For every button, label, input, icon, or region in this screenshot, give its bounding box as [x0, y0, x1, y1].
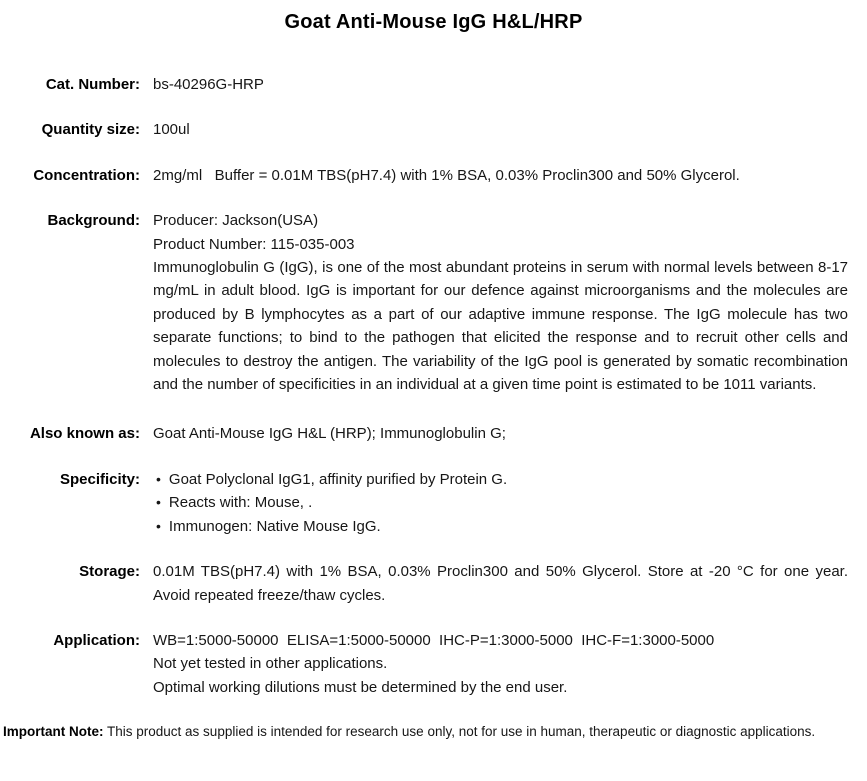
background-producer-line: Producer: Jackson(USA) [153, 212, 319, 230]
cat-number-value: bs-40296G-HRP [153, 76, 264, 93]
also-known-as-value: Goat Anti-Mouse IgG H&L (HRP); Immunoglobulin G; [153, 425, 506, 443]
bullet-icon: • [156, 517, 161, 534]
important-note-text: This product as supplied is intended for research use only, not for use in human, therapeutic or diagnostic applications. [107, 724, 816, 740]
application-note-line: Not yet tested in other applications. [153, 655, 388, 673]
specificity-value [153, 468, 848, 538]
storage-value: 0.01M TBS(pH7.4) with 1% BSA, 0.03% Proclin300 and 50% Glycerol. Store at -20 °C for one year. Avoid repeated freeze/thaw cycles. [153, 563, 848, 604]
field-specificity [0, 468, 867, 538]
concentration-label: Concentration: [33, 166, 140, 184]
specificity-label: Specificity: [59, 470, 140, 488]
quantity-size-label: Quantity size: [41, 121, 140, 139]
important-note-label: Important Note: [3, 724, 104, 740]
list-item [153, 515, 848, 538]
bullet-icon: • [156, 494, 161, 511]
list-item [153, 491, 848, 514]
application-dilutions-line: WB=1:5000-50000 ELISA=1:5000-50000 IHC-P=1:3000-5000 IHC-F=1:3000-5000 [153, 631, 715, 649]
application-optimal-line: Optimal working dilutions must be determined by the end user. [153, 678, 568, 696]
background-product-number-line: Product Number: 115-035-003 [153, 235, 355, 253]
quantity-size-value: 100ul [153, 121, 190, 139]
specificity-bullet-text: Immunogen: Native Mouse IgG. [168, 517, 381, 535]
application-value [153, 629, 848, 699]
field-also-known-as [0, 422, 867, 445]
background-paragraph: Immunoglobulin G (IgG), is one of the most abundant proteins in serum with normal levels between 8-17 mg/mL in adult blood. IgG is important for our defence against microorganisms and the molecules are produced by B lymphocytes as a part of our adaptive immune response. The IgG molecule has two separate functions; to bind to the pathogen that elicited the response and to recruit other cells and molecules to destroy the antigen. The variability of the IgG pool is generated by somatic recombination and the number of specificities in an individual at a given time point is estimated to be 1011 variants. [153, 259, 848, 394]
field-concentration [0, 164, 867, 187]
field-application [0, 629, 867, 699]
field-quantity-size [0, 118, 867, 141]
background-label: Background: [47, 212, 140, 230]
specificity-bullet-text: Reacts with: Mouse, . [168, 494, 313, 512]
page-title: Goat Anti-Mouse IgG H&L/HRP [284, 11, 583, 33]
storage-label: Storage: [79, 563, 140, 581]
specificity-bullet-text: Goat Polyclonal IgG1, affinity purified by Protein G. [168, 470, 508, 488]
field-cat-number [0, 73, 867, 96]
field-storage [0, 560, 867, 607]
datasheet-content [0, 34, 867, 741]
concentration-value: 2mg/ml Buffer = 0.01M TBS(pH7.4) with 1% BSA, 0.03% Proclin300 and 50% Glycerol. [153, 166, 740, 184]
cat-number-label: Cat. Number: [45, 76, 140, 93]
important-note [0, 723, 867, 741]
field-background [0, 209, 867, 396]
also-known-as-label: Also known as: [29, 425, 140, 443]
specificity-bullet-list [153, 468, 848, 538]
bullet-icon: • [156, 470, 161, 487]
background-value [153, 209, 848, 396]
list-item [153, 468, 848, 491]
application-label: Application: [53, 631, 140, 649]
